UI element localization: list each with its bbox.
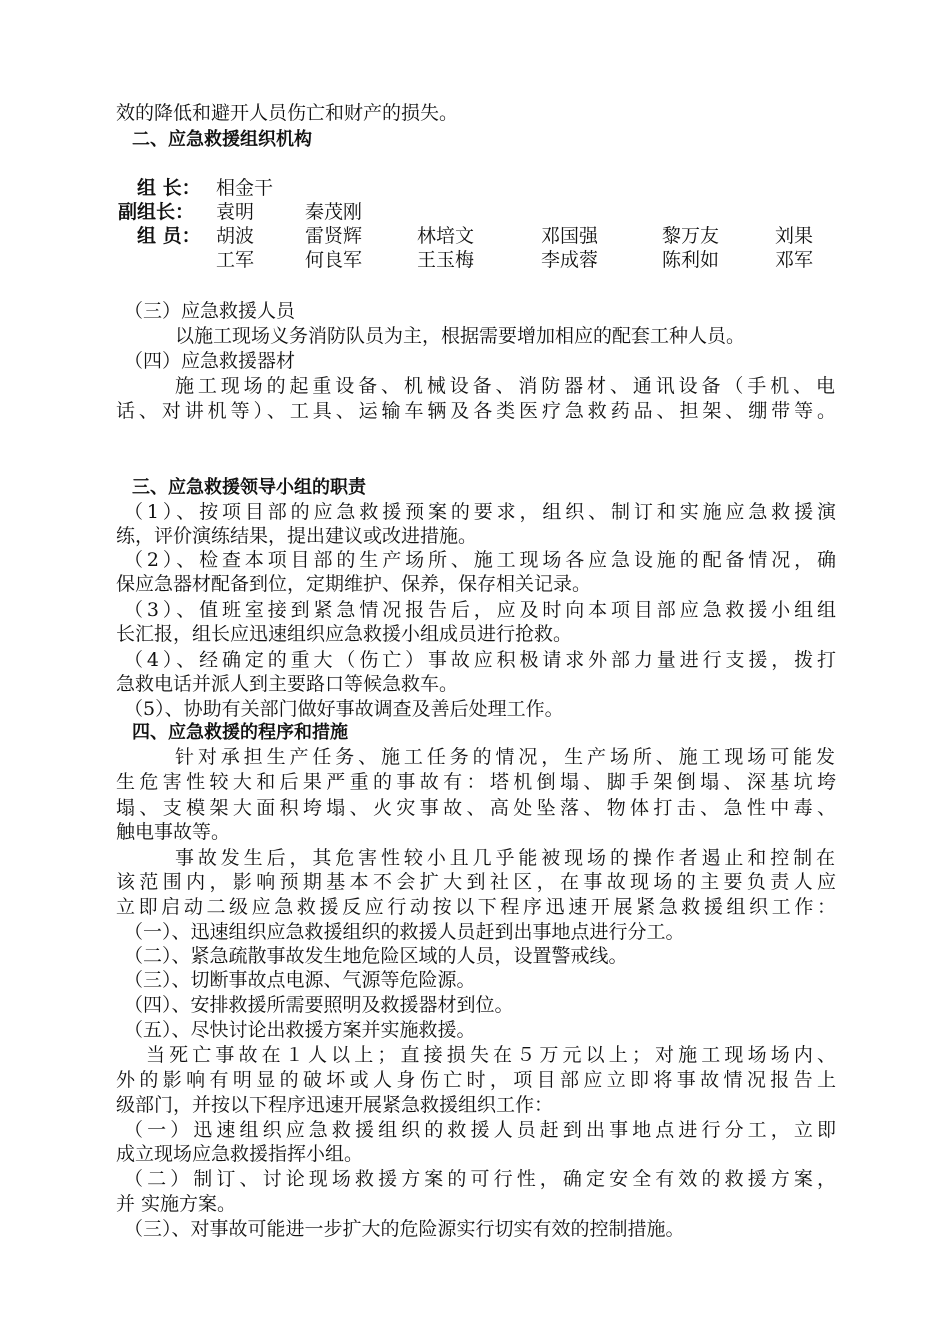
section-4-line: 成立现场应急救援指挥小组。	[116, 1143, 364, 1165]
member-name: 何良军	[305, 249, 363, 271]
section-3-title: 三、应急救援领导小组的职责	[132, 477, 366, 498]
section-2-title: 二、应急救援组织机构	[132, 129, 312, 150]
section-3-line: 练，评价演练结果，提出建议或改进措施。	[116, 525, 478, 547]
member-name: 胡波	[216, 225, 255, 247]
subsection-4-text: 话、对讲机等）、工具、运输车辆及各类医疗急救药品、担架、绷带等。	[116, 400, 836, 422]
subsection-4-title: （四）应急救援器材	[124, 350, 296, 372]
section-4-title: 四、应急救援的程序和措施	[132, 722, 348, 743]
section-4-line: （三）、对事故可能进一步扩大的危险源实行切实有效的控制措施。	[124, 1218, 685, 1240]
member-name: 工军	[216, 249, 255, 271]
section-4-line: 并 实施方案。	[116, 1193, 237, 1215]
intro-tail-line: 效的降低和避开人员伤亡和财产的损失。	[116, 102, 459, 124]
member-name: 邓国强	[541, 225, 599, 247]
section-4-line: （五）、尽快讨论出救援方案并实施救援。	[124, 1019, 476, 1041]
subsection-4-text: 施工现场的起重设备、机械设备、消防器材、通讯设备（手机、电	[175, 375, 835, 397]
member-name: 刘果	[775, 225, 814, 247]
section-4-line: 事故发生后，其危害性较小且几乎能被现场的操作者遏止和控制在	[175, 847, 835, 869]
leader-label: 组 长：	[137, 177, 201, 199]
section-3-line: （5）、协助有关部门做好事故调查及善后处理工作。	[124, 698, 564, 720]
section-4-line: 外的影响有明显的破坏或人身伤亡时，项目部应立即将事故情况报告上	[116, 1069, 836, 1091]
leader-name: 相金干	[216, 177, 274, 199]
section-4-line: 级部门，并按以下程序迅速开展紧急救援组织工作：	[116, 1094, 554, 1116]
member-name: 雷贤辉	[305, 225, 363, 247]
member-name: 李成蓉	[541, 249, 599, 271]
subsection-3-title: （三）应急救援人员	[124, 300, 296, 322]
member-name: 王玉梅	[417, 249, 475, 271]
section-3-line: （3）、值班室接到紧急情况报告后，应及时向本项目部应急救援小组组	[124, 599, 836, 621]
section-4-line: 当死亡事故在１人以上；直接损失在５万元以上；对施工现场场内、	[146, 1044, 836, 1066]
deputy-name: 袁明	[216, 201, 255, 223]
section-4-line: （二）、紧急疏散事故发生地危险区域的人员，设置警戒线。	[124, 945, 628, 967]
section-3-line: （1）、按项目部的应急救援预案的要求，组织、制订和实施应急救援演	[124, 501, 836, 523]
section-4-line: （一）迅速组织应急救援组织的救援人员赶到出事地点进行分工，立即	[124, 1119, 836, 1141]
subsection-3-text: 以施工现场义务消防队员为主，根据需要增加相应的配套工种人员。	[175, 325, 746, 347]
section-3-line: 保应急器材配备到位，定期维护、保养，保存相关记录。	[116, 573, 592, 595]
section-4-line: 该范围内，影响预期基本不会扩大到社区，在事故现场的主要负责人应	[116, 871, 836, 893]
section-4-line: 触电事故等。	[116, 821, 231, 843]
section-4-line: 塌、支模架大面积垮塌、火灾事故、高处坠落、物体打击、急性中毒、	[116, 797, 836, 819]
section-3-line: 急救电话并派人到主要路口等候急救车。	[116, 673, 459, 695]
member-name: 陈利如	[662, 249, 720, 271]
section-4-line: 生危害性较大和后果严重的事故有：塔机倒塌、脚手架倒塌、深基坑垮	[116, 771, 836, 793]
section-4-line: 立即启动二级应急救援反应行动按以下程序迅速开展紧急救援组织工作：	[116, 896, 836, 918]
section-4-line: （二）制订、讨论现场救援方案的可行性，确定安全有效的救援方案，	[124, 1168, 836, 1190]
section-4-line: （三）、切断事故点电源、气源等危险源。	[124, 969, 476, 991]
member-label: 组 员：	[137, 225, 201, 247]
deputy-label: 副组长：	[118, 201, 195, 223]
section-3-line: （4）、经确定的重大（伤亡）事故应积极请求外部力量进行支援，拨打	[124, 649, 836, 671]
section-4-line: 针对承担生产任务、施工任务的情况，生产场所、施工现场可能发	[175, 746, 835, 768]
member-name: 林培文	[417, 225, 475, 247]
section-4-line: （一）、迅速组织应急救援组织的救援人员赶到出事地点进行分工。	[124, 921, 685, 943]
deputy-name: 秦茂刚	[305, 201, 363, 223]
member-name: 黎万友	[662, 225, 720, 247]
member-name: 邓军	[775, 249, 814, 271]
section-4-line: （四）、安排救援所需要照明及救援器材到位。	[124, 994, 514, 1016]
section-3-line: （2）、检查本项目部的生产场所、施工现场各应急设施的配备情况，确	[124, 549, 836, 571]
section-3-line: 长汇报，组长应迅速组织应急救援小组成员进行抢救。	[116, 623, 573, 645]
